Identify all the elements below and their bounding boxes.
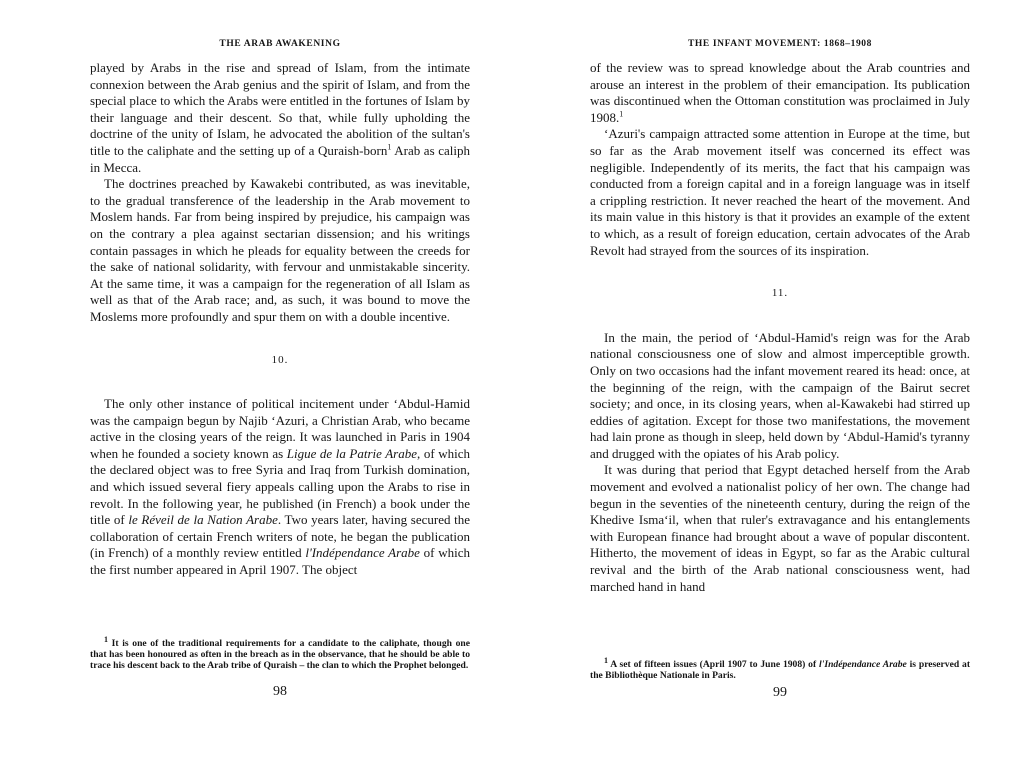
italic-title: Ligue de la Patrie Arabe xyxy=(286,445,418,461)
running-head xyxy=(590,38,970,49)
footnote xyxy=(90,634,470,672)
section-number: 10. xyxy=(271,353,289,366)
paragraph-text: Arab as caliph in Mecca. xyxy=(90,142,470,175)
footnotes xyxy=(90,634,470,672)
page-number: 99 xyxy=(773,685,787,700)
italic-title: l'Indépendance Arabe xyxy=(305,545,420,561)
paragraph-text: of the review was to spread knowledge about the Arab countries and arouse an interest in the problem of their emancipation. Its publication was discontinued when the Ottoman constitution was proclaimed in July 1908. xyxy=(590,60,970,125)
footnote-text: is preserved at the Bibliothèque Nationale in Paris. xyxy=(590,659,971,682)
page-number: 98 xyxy=(273,684,287,699)
paragraph xyxy=(590,60,970,126)
footnotes xyxy=(590,655,971,682)
paragraph: The doctrines preached by Kawakebi contributed, as was inevitable, to the gradual transference of the leadership in the Arab movement to Moslem hands. Far from being inspired by prejudice, his campaign was on the contrary a plea against sectarian dissension; and his writings contain passages in which he pleads for equality between the creeds for the sake of national solidarity, with fervour and unmistakable sincerity. At the same time, it was a campaign for the regeneration of all Islam as well as that of the Arab race; and, as such, it was bound to move the Moslems more profoundly and spur them on with a double incentive. xyxy=(90,176,470,324)
section-number: 11. xyxy=(771,287,789,300)
paragraph: In the main, the period of ‘Abdul-Hamid's reign was for the Arab national consciousness one of slow and almost imperceptible growth. Only on two occasions had the infant movement reared its head: once, at the beginning of the reign, with the campaign of the Bairut secret society; and once, in its closing years, when al-Kawakebi had stirred up eddies of agitation. Except for those two manifestations, the movement had lain prone as though in sleep, held down by ‘Abdul-Hamid's tyranny and drugged with the opiates of his Arab policy. xyxy=(590,329,970,461)
footnote-text: It is one of the traditional requirements for a candidate to the caliphate, though one that has been honoured as often in the breach as in the observance, that he should be able to trace his descent back to the Arab tribe of Quraish – the clan to which the Prophet belonged. xyxy=(90,638,470,672)
footnote-text: A set of fifteen issues (April 1907 to June 1908) of xyxy=(608,659,820,670)
paragraph: ‘Azuri's campaign attracted some attention in Europe at the time, but so far as the Arab movement itself was concerned its effect was negligible. Independently of its merits, the fact that his campaign was conducted from a foreign capital and in a foreign language was in itself a crippling restriction. It never reached the heart of the movement. And its main value in this history is that it provides an example of the extent to which, as a result of foreign education, certain advocates of the Arab Revolt had strayed from the sources of its inspiration. xyxy=(590,126,970,258)
italic-title: le Réveil de la Nation Arabe xyxy=(128,512,278,528)
paragraph-text: . Two years later, having secured the collaboration of certain French writers of note, he began the publication (in French) of a monthly review entitled xyxy=(90,512,471,561)
footnote-marker: 1 xyxy=(104,634,108,644)
running-head-text: THE ARAB AWAKENING xyxy=(219,39,341,49)
footnote-marker: 1 xyxy=(619,109,624,119)
paragraph-text: of which the first number appeared in April 1907. The object xyxy=(90,545,470,578)
paragraph-text: , of which the declared object was to free Syria and Iraq from Turkish domination, and which issued several fiery appeals calling upon the Arabs to rise in revolt. In the following year, he published (in French) a book under the title of xyxy=(90,445,470,528)
footnote-marker: 1 xyxy=(387,142,392,152)
footnote-marker: 1 xyxy=(604,655,608,665)
footnote xyxy=(590,655,971,682)
paragraph-text: played by Arabs in the rise and spread of Islam, from the intimate connexion between the Arab genius and the spirit of Islam, and from the special place to which the Arabs were entitled in the fortunes of Islam by their language and their descent. So that, while fully upholding the doctrine of the unity of Islam, he advocated the abolition of the sultan's title to the caliphate and the setting up of a Quraish-born xyxy=(90,60,470,158)
running-head-text: THE INFANT MOVEMENT: 1868–1908 xyxy=(688,39,872,49)
running-head xyxy=(90,38,470,49)
left-page xyxy=(90,0,470,766)
paragraph-text: The only other instance of political incitement under ‘Abdul-Hamid was the campaign begun by Najib ‘Azuri, a Christian Arab, who became active in the closing years of the reign. It was launched in Paris in 1904 when he founded a society known as xyxy=(90,396,470,461)
right-page xyxy=(590,0,970,766)
paragraph xyxy=(90,396,470,579)
paragraph xyxy=(90,60,470,176)
paragraph: It was during that period that Egypt detached herself from the Arab movement and evolved a nationalist policy of her own. The change had begun in the seventies of the nineteenth century, during the reign of the Khedive Isma‘il, when that ruler's extravagance and his entanglements with European finance had brought about a wave of popular discontent. Hitherto, the movement of ideas in Egypt, so far as the Arabic cultural revival and the birth of the Arab national consciousness went, had marched hand in hand xyxy=(590,462,970,594)
body-text xyxy=(90,60,470,579)
italic-title: l'Indépendance Arabe xyxy=(819,659,907,670)
body-text xyxy=(590,60,970,595)
